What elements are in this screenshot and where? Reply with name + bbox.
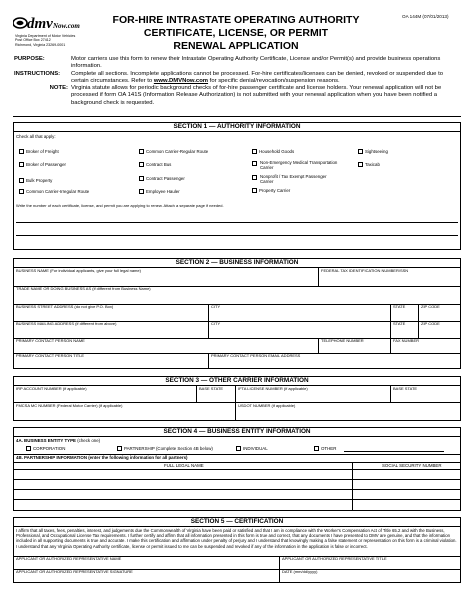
checkbox[interactable] (19, 162, 24, 167)
svg-text:dmv: dmv (27, 16, 53, 32)
section-1-title: SECTION 1 — AUTHORITY INFORMATION (14, 123, 460, 132)
zip-field[interactable]: ZIP CODE (421, 304, 440, 309)
irp-base-state-field[interactable]: BASE STATE (199, 386, 224, 391)
legal-name-header: FULL LEGAL NAME (164, 463, 204, 468)
fein-field[interactable]: FEDERAL TAX IDENTIFICATION NUMBER/SSN (321, 268, 409, 273)
usdot-field[interactable]: USDOT NUMBER (if applicable) (238, 403, 296, 408)
col-divider (390, 304, 391, 338)
partner-row[interactable] (14, 499, 460, 500)
certification-text: I affirm that all taxes, fees, penalties, interest, and judgements due the Commonwealth of Virginia have been paid or satisfied and that I am in compliance with the Worker's Compensation Act of Title 65.2 and with the Business, Professional, and Occupational License Tax requirements. I further certify and affirm that all information presented in this form is true and correct, that any documents I have presented to DMV are genuine, and that the information included in all supporting documents is true and accurate. I make this certification and affirmation under penalty of perjury and I understand that knowingly making a false statement or representation on this form is a criminal violation. I understand that any Virginia Operating Authority certificate, license or permit issued to me can be suspended and revoked if any of the information in the application is false or incorrect. (16, 528, 457, 549)
partner-row[interactable] (14, 479, 460, 480)
col-divider (208, 304, 209, 338)
section-2 (13, 258, 461, 369)
trade-name-field[interactable]: TRADE NAME OR DOING BUSINESS AS (if different from Business Name) (16, 286, 151, 291)
checkbox[interactable] (236, 446, 241, 451)
instructions-text: Complete all sections. Incomplete applications cannot be processed. For-hire certificates/licenses can be denied, revoked or suspended due to certain circumstances. Refer to www.DMVNow.com for specific denial/revocation/suspension reasons. (71, 71, 443, 85)
instructions-label: INSTRUCTIONS: (14, 71, 61, 78)
section-4 (13, 427, 461, 511)
col-divider (390, 386, 391, 402)
section-2-title: SECTION 2 — BUSINESS INFORMATION (14, 259, 460, 268)
intro-block (14, 56, 462, 107)
checkbox[interactable] (139, 189, 144, 194)
dmv-logo-icon (13, 14, 83, 32)
checkbox[interactable] (252, 149, 257, 154)
dmv-logo (13, 14, 83, 58)
irp-field[interactable]: IRP ACCOUNT NUMBER (if applicable) (16, 386, 87, 391)
purpose-label: PURPOSE: (14, 56, 45, 62)
row-divider (14, 469, 460, 470)
col-divider (318, 268, 319, 286)
option-bulk-property[interactable]: Bulk Property (19, 178, 52, 183)
ssn-header: SOCIAL SECURITY NUMBER (382, 463, 442, 468)
section-1 (13, 122, 461, 250)
entity-individual[interactable]: INDIVIDUAL (236, 446, 268, 451)
option-common-irregular[interactable]: Common Carrier-Irregular Route (19, 189, 89, 194)
partnership-heading: 4B. PARTNERSHIP INFORMATION (enter the following information for all partners) (16, 455, 188, 460)
mailing-zip-field[interactable]: ZIP CODE (421, 321, 440, 326)
telephone-field[interactable]: TELEPHONE NUMBER (321, 338, 364, 343)
rep-name-field[interactable]: APPLICANT OR AUTHORIZED REPRESENTATIVE NAME (16, 556, 122, 561)
other-line[interactable] (344, 451, 444, 452)
option-nonprofit[interactable]: Nonprofit / Tax Exempt Passenger Carrier (252, 174, 338, 184)
city-field[interactable]: CITY (211, 304, 221, 309)
col-divider (196, 386, 197, 402)
col-divider (418, 304, 419, 338)
fax-field[interactable]: FAX NUMBER (393, 338, 420, 343)
checkbox[interactable] (139, 162, 144, 167)
note-text: Virginia statute allows for periodic background checks of for-hire passenger certificate and license holders. Your renewal application will not be processed if form OA 141S (Information Release Authorization) is not submitted with your renewal application when you have been notified a background check is requested. (71, 85, 442, 106)
check-all-label: Check all that apply: (16, 134, 56, 139)
note-label: NOTE: (49, 85, 68, 92)
option-property-carrier[interactable]: Property Carrier (252, 188, 290, 193)
answer-line[interactable] (16, 235, 458, 236)
dmv-link[interactable]: www.DMVNow.com (153, 78, 209, 85)
col-divider (235, 386, 236, 402)
section-4-title: SECTION 4 — BUSINESS ENTITY INFORMATION (14, 428, 460, 437)
checkbox[interactable] (358, 149, 363, 154)
col-divider (208, 353, 209, 368)
option-common-regular[interactable]: Common Carrier-Regular Route (139, 149, 208, 154)
partner-row[interactable] (14, 489, 460, 490)
state-field[interactable]: STATE (393, 304, 406, 309)
option-taxicab[interactable]: Taxicab (358, 162, 380, 167)
checkbox[interactable] (139, 149, 144, 154)
answer-line[interactable] (16, 222, 458, 223)
entity-other[interactable]: OTHER (314, 446, 336, 451)
checkbox[interactable] (19, 149, 24, 154)
section-5 (13, 517, 461, 583)
ifta-field[interactable]: IFTA LICENSE NUMBER (if applicable) (238, 386, 308, 391)
col-divider (318, 338, 319, 353)
checkbox[interactable] (252, 175, 257, 180)
ifta-base-state-field[interactable]: BASE STATE (393, 386, 418, 391)
option-sightseeing[interactable]: Sightseeing (358, 149, 388, 154)
contact-name-field[interactable]: PRIMARY CONTACT PERSON NAME (16, 338, 85, 343)
entity-partnership[interactable]: PARTNERSHIP (Complete Section 4B below) (117, 446, 213, 451)
checkbox[interactable] (314, 446, 319, 451)
fmcsa-field[interactable]: FMCSA MC NUMBER (Federal Motor Carrier) (if applicable) (16, 403, 123, 408)
date-field[interactable]: DATE (mm/dd/yyyy) (282, 569, 318, 574)
section-3-title: SECTION 3 — OTHER CARRIER INFORMATION (14, 377, 460, 386)
mailing-state-field[interactable]: STATE (393, 321, 406, 326)
option-contract-bus[interactable]: Contract Bus (139, 162, 171, 167)
rep-signature-field[interactable]: APPLICANT OR AUTHORIZED REPRESENTATIVE SIGNATURE (16, 569, 133, 574)
option-broker-freight[interactable]: Broker of Freight (19, 149, 59, 154)
divider (13, 116, 461, 117)
checkbox[interactable] (26, 446, 31, 451)
col-divider (235, 402, 236, 420)
svg-text:Now.com: Now.com (53, 22, 80, 30)
page-title: FOR-HIRE INTRASTATE OPERATING AUTHORITY CERTIFICATE, LICENSE, OR PERMIT RENEWAL APPLICATION (112, 14, 360, 52)
checkbox[interactable] (358, 162, 363, 167)
rep-title-field[interactable]: APPLICANT OR AUTHORIZED REPRESENTATIVE TITLE (282, 556, 387, 561)
purpose-text: Motor carriers use this form to renew their Intrastate Operating Authority Certificate, License and/or Permit(s) and provide business operations information. (71, 56, 441, 70)
checkbox[interactable] (19, 189, 24, 194)
contact-title-field[interactable]: PRIMARY CONTACT PERSON TITLE (16, 353, 85, 358)
write-numbers-instruction: Write the number of each certificate, license, and permit you are applying to renew. Attach a separate page if needed. (16, 203, 224, 208)
option-broker-passenger[interactable]: Broker of Passenger (19, 162, 66, 167)
option-nemt[interactable]: Non-Emergency Medical Transportation Carrier (252, 160, 338, 170)
form-number: OA 144M (07/01/2013) (402, 14, 449, 19)
mailing-city-field[interactable]: CITY (211, 321, 221, 326)
mailing-address-field[interactable]: BUSINESS MAILING ADDRESS (if different from above) (16, 321, 117, 326)
entity-corporation[interactable]: CORPORATION (26, 446, 65, 451)
checkbox[interactable] (19, 178, 24, 183)
entity-type-heading: 4A. BUSINESS ENTITY TYPE (check one) (16, 438, 101, 443)
option-employee-hauler[interactable]: Employee Hauler (139, 189, 180, 194)
business-name-field[interactable]: BUSINESS NAME (For individual applicants, give your full legal name) (16, 268, 141, 273)
option-contract-passenger[interactable]: Contract Passenger (139, 176, 185, 181)
option-household-goods[interactable]: Household Goods (252, 149, 294, 154)
checkbox[interactable] (139, 176, 144, 181)
agency-address: Virginia Department of Motor Vehicles Post Office Box 27412 Richmond, Virginia 23269-0001 (15, 34, 76, 47)
street-address-field[interactable]: BUSINESS STREET ADDRESS (do not give P.O. Box) (16, 304, 114, 309)
email-field[interactable]: PRIMARY CONTACT PERSON EMAIL ADDRESS (211, 353, 301, 358)
section-3 (13, 376, 461, 421)
checkbox[interactable] (252, 188, 257, 193)
checkbox[interactable] (117, 446, 122, 451)
col-divider (390, 338, 391, 353)
checkbox[interactable] (252, 161, 257, 166)
section-5-title: SECTION 5 — CERTIFICATION (14, 518, 460, 527)
